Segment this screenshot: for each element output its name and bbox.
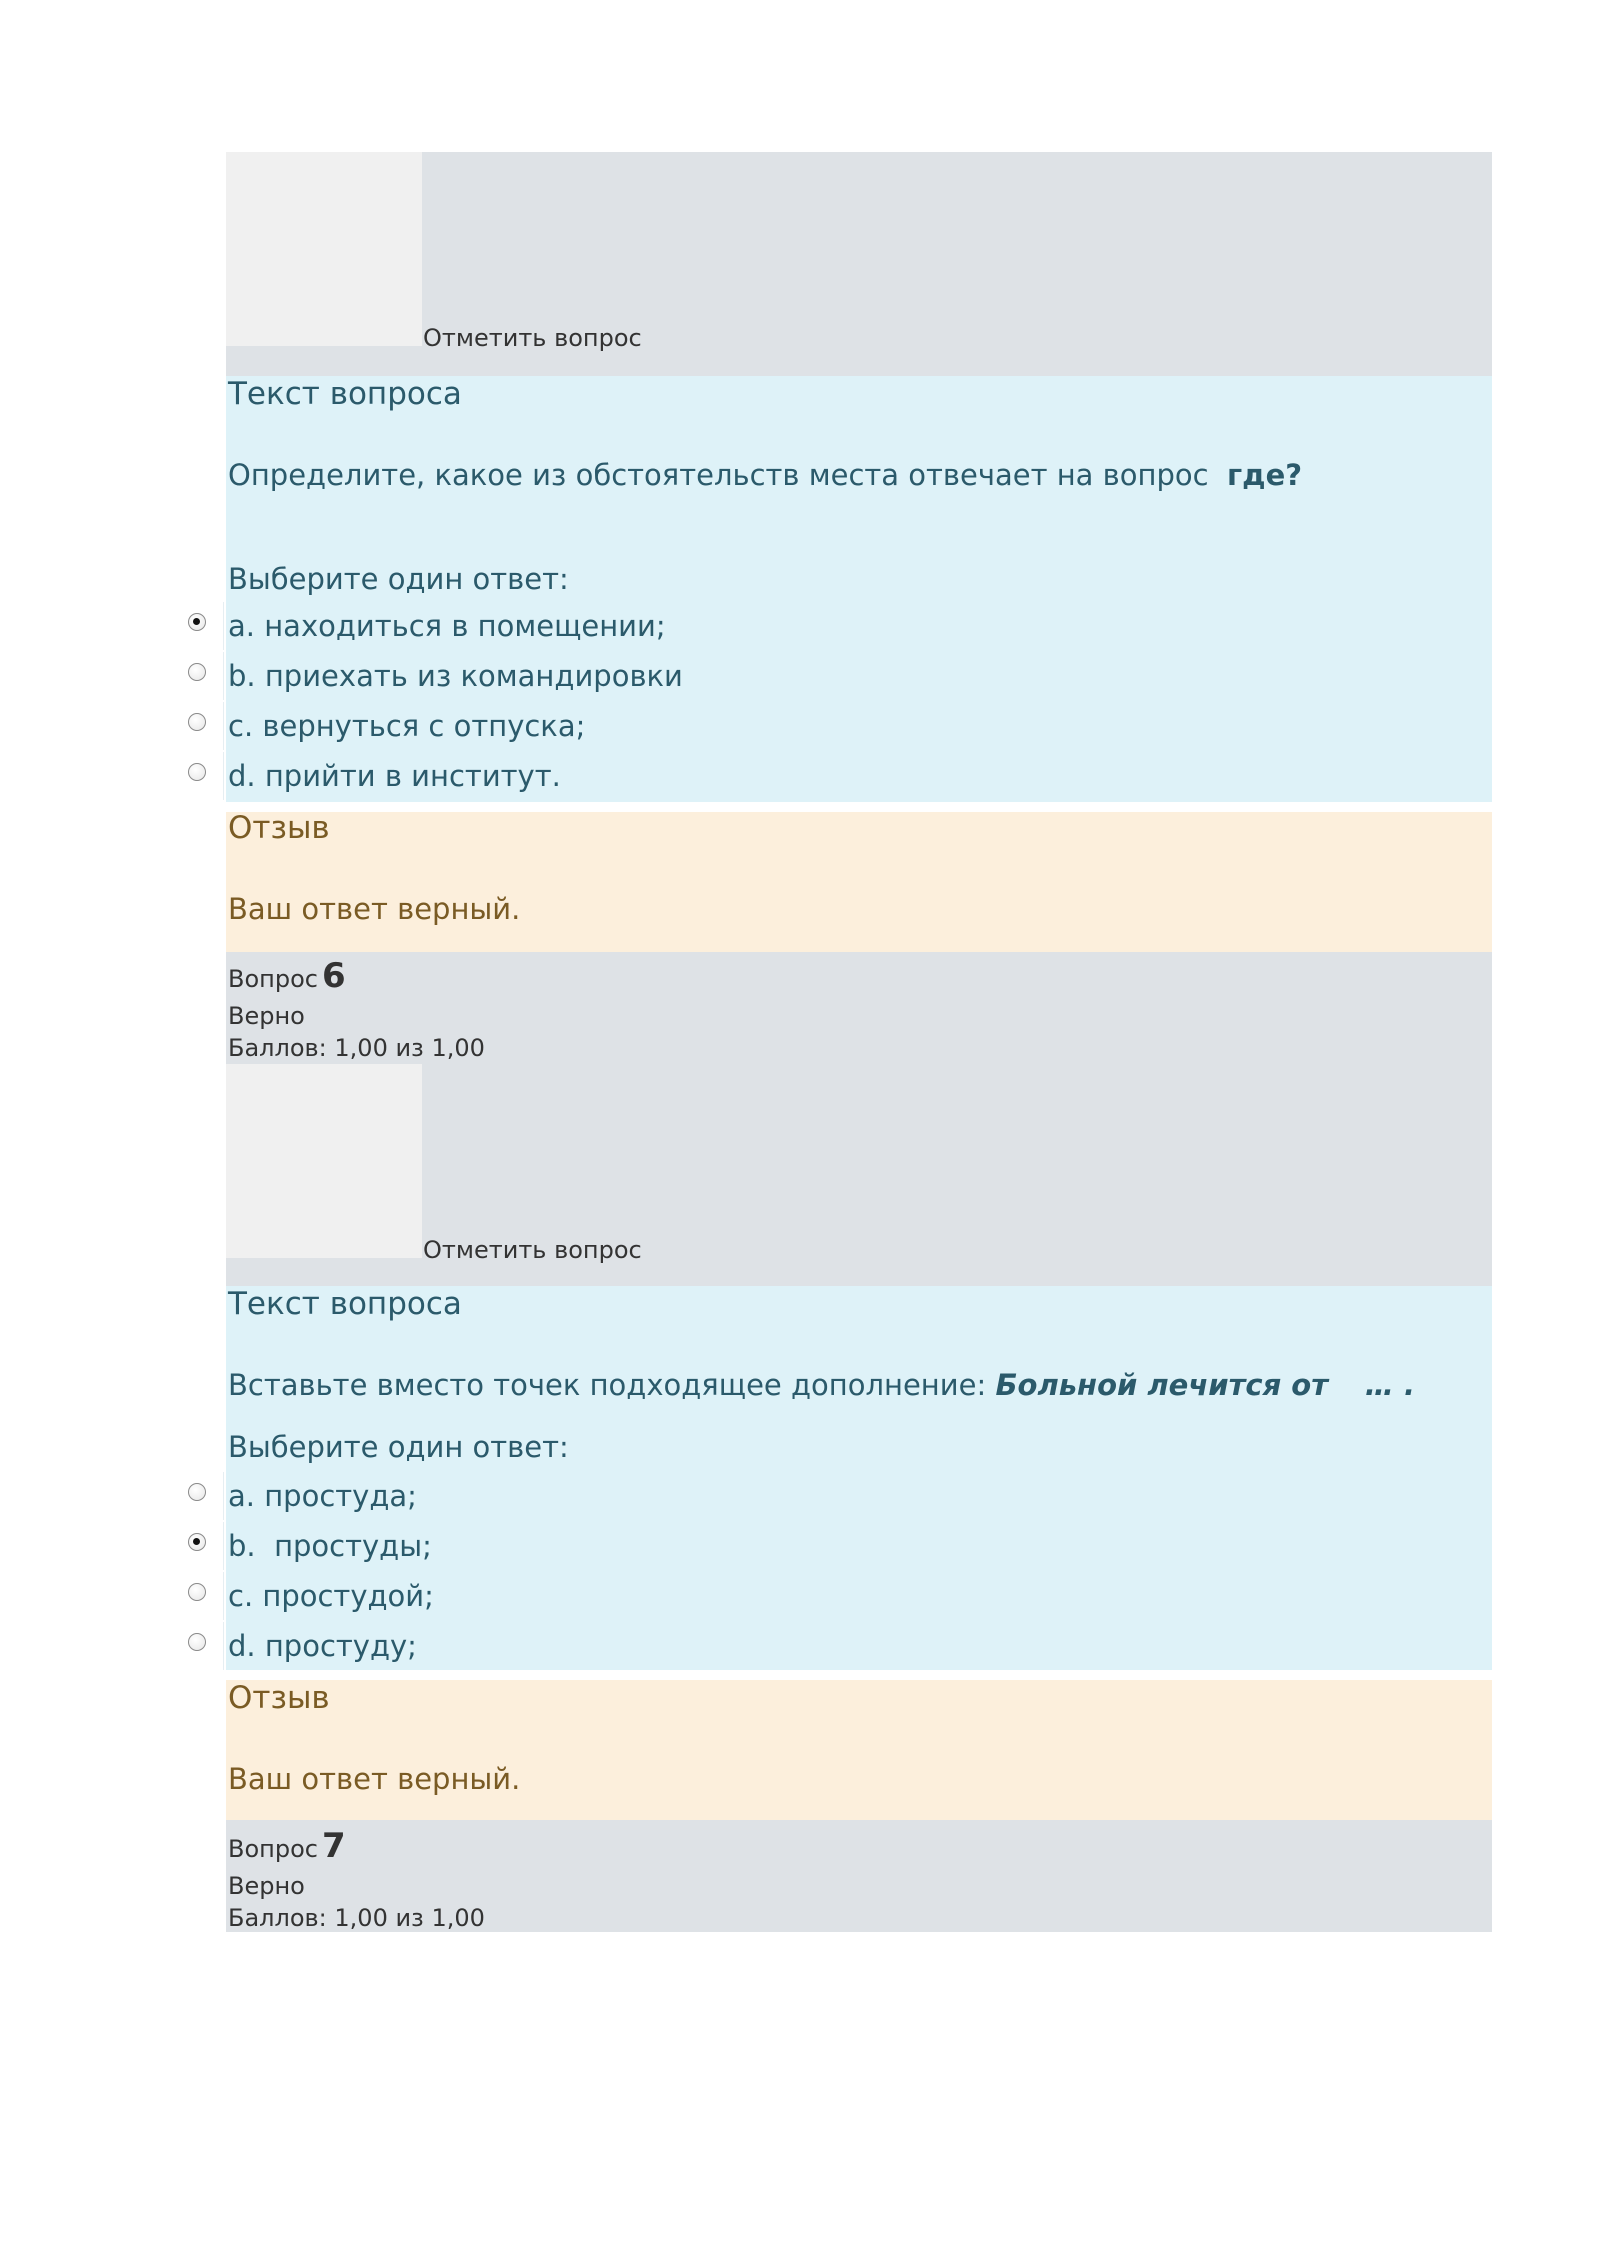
answer-option-label[interactable]: a. находиться в помещении; (228, 609, 666, 643)
question-text-heading: Текст вопроса (228, 376, 462, 412)
question-text-dots: … . (1364, 1368, 1416, 1402)
question-label: Вопрос (228, 1835, 318, 1863)
radio-cell (176, 1572, 224, 1620)
flag-checkbox-area[interactable] (226, 152, 422, 346)
answer-option-b[interactable] (176, 1522, 432, 1570)
radio-cell (176, 1472, 224, 1520)
question-score: Баллов: 1,00 из 1,00 (228, 1904, 485, 1932)
flag-question-link[interactable]: Отметить вопрос (423, 324, 642, 352)
feedback-text: Ваш ответ верный. (228, 1762, 521, 1796)
flag-question-link[interactable]: Отметить вопрос (423, 1236, 642, 1264)
answer-prompt: Выберите один ответ: (228, 1430, 569, 1464)
question-text (228, 1368, 1415, 1402)
radio-button[interactable] (188, 713, 206, 731)
feedback-panel (226, 812, 1492, 952)
radio-cell (176, 602, 224, 650)
answer-option-c[interactable] (176, 702, 585, 750)
question-text (228, 458, 1302, 492)
radio-button[interactable] (188, 1483, 206, 1501)
answer-option-label[interactable]: d. простуду; (228, 1629, 417, 1663)
answer-option-b[interactable] (176, 652, 683, 700)
answer-prompt: Выберите один ответ: (228, 562, 569, 596)
question-number-value: 6 (321, 956, 346, 996)
answer-option-a[interactable] (176, 602, 666, 650)
answer-option-label[interactable]: b. простуды; (228, 1529, 432, 1563)
question-status: Верно (228, 1002, 305, 1030)
answer-option-d[interactable] (176, 752, 561, 800)
answer-option-label[interactable]: a. простуда; (228, 1479, 417, 1513)
radio-cell (176, 1522, 224, 1570)
radio-button-checked[interactable] (188, 613, 206, 631)
answer-option-label[interactable]: b. приехать из командировки (228, 659, 683, 693)
radio-button[interactable] (188, 663, 206, 681)
answer-option-a[interactable] (176, 1472, 417, 1520)
question-number-value: 7 (321, 1826, 346, 1866)
feedback-text: Ваш ответ верный. (228, 892, 521, 926)
feedback-title: Отзыв (228, 1680, 330, 1716)
radio-cell (176, 1622, 224, 1670)
flag-checkbox-area[interactable] (226, 1064, 422, 1258)
question-text-main: Вставьте вместо точек подходящее дополнение: (228, 1368, 987, 1402)
radio-cell (176, 752, 224, 800)
question-status: Верно (228, 1872, 305, 1900)
question-text-emphasis: где? (1227, 458, 1303, 492)
question-text-heading: Текст вопроса (228, 1286, 462, 1322)
feedback-panel (226, 1680, 1492, 1820)
radio-button[interactable] (188, 1633, 206, 1651)
answer-option-label[interactable]: c. вернуться с отпуска; (228, 709, 586, 743)
question-text-emphasis: Больной лечится от (995, 1368, 1329, 1402)
question-number (228, 1826, 346, 1866)
radio-cell (176, 652, 224, 700)
feedback-title: Отзыв (228, 810, 330, 846)
radio-cell (176, 702, 224, 750)
question-score: Баллов: 1,00 из 1,00 (228, 1034, 485, 1062)
question-text-main: Определите, какое из обстоятельств места отвечает на вопрос (228, 458, 1209, 492)
answer-option-d[interactable] (176, 1622, 417, 1670)
radio-button[interactable] (188, 1583, 206, 1601)
answer-option-label[interactable]: d. прийти в институт. (228, 759, 561, 793)
radio-button-checked[interactable] (188, 1533, 206, 1551)
answer-option-label[interactable]: c. простудой; (228, 1579, 434, 1613)
question-number (228, 956, 346, 996)
radio-button[interactable] (188, 763, 206, 781)
question-label: Вопрос (228, 965, 318, 993)
answer-option-c[interactable] (176, 1572, 434, 1620)
